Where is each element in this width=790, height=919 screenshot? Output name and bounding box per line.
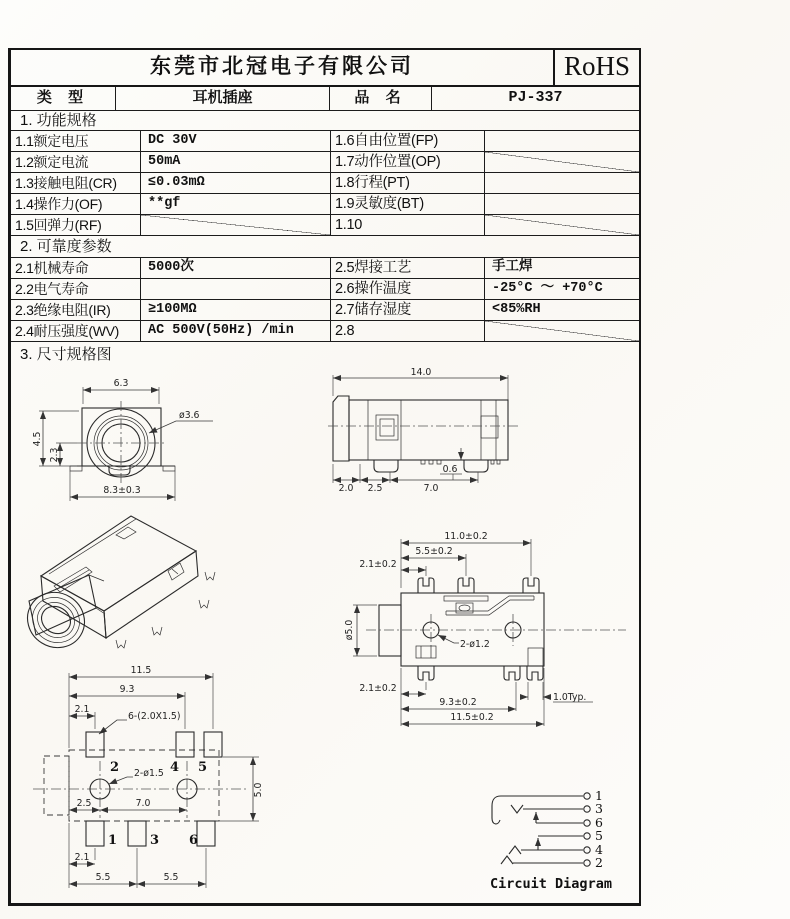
table-row <box>11 131 639 152</box>
spec-value: ≥100MΩ <box>141 300 331 320</box>
top-edge-dim: 2.1±0.2 <box>359 559 397 570</box>
spec-value <box>485 131 639 151</box>
spec-label: 2.4耐压强度(WV) <box>11 321 141 341</box>
top-edge2-dim: 2.1±0.2 <box>359 683 397 694</box>
table-row <box>11 215 639 236</box>
spec-label: 2.1机械寿命 <box>11 258 141 278</box>
pcb-hole-x-dim: 2.5 <box>76 798 92 809</box>
spec-label: 2.6操作温度 <box>331 279 485 299</box>
spec-value-na <box>141 215 331 235</box>
dimension-drawings <box>11 368 639 907</box>
table-row <box>11 279 639 300</box>
spec-value: **gf <box>141 194 331 214</box>
spec-label: 1.1额定电压 <box>11 131 141 151</box>
spec-label: 1.7动作位置(OP) <box>331 152 485 172</box>
pcb-hole-note: 2-ø1.5 <box>134 768 164 779</box>
section2-title: 2. 可靠度参数 <box>11 236 639 258</box>
circuit-title: Circuit Diagram <box>490 876 612 892</box>
type-label: 类 型 <box>36 89 90 106</box>
top-total2-dim: 11.5±0.2 <box>450 712 494 723</box>
pcb-total-dim: 11.5 <box>130 665 152 676</box>
isometric-view-drawing <box>16 508 236 673</box>
section1-title: 1. 功能规格 <box>11 111 639 131</box>
rohs-mark: RoHS <box>553 50 639 85</box>
spec-label: 1.8行程(PT) <box>331 173 485 193</box>
front-hole-dim: ø3.6 <box>179 410 200 421</box>
table-row <box>11 194 639 215</box>
circuit-pin: 2 <box>595 855 603 870</box>
pad-number: 5 <box>198 760 208 775</box>
top-span-dim: 9.3±0.2 <box>439 697 477 708</box>
spec-value: 手工焊 <box>492 260 533 275</box>
spec-value: 50mA <box>141 152 331 172</box>
pcb-pitch2-dim: 5.5 <box>163 872 179 883</box>
pad-number: 6 <box>189 833 199 848</box>
spec-value-na <box>485 215 639 235</box>
spec-label: 2.8 <box>331 321 485 341</box>
side-dim-c: 7.0 <box>423 483 439 493</box>
spec-value: -25°C ～ +70°C <box>492 281 603 296</box>
top-total-dim: 11.0±0.2 <box>444 531 488 542</box>
pcb-height-dim: 5.0 <box>253 782 264 798</box>
spec-value <box>485 173 639 193</box>
pcb-pad-note: 6-(2.0X1.5) <box>128 711 181 722</box>
spec-value: DC 30V <box>141 131 331 151</box>
circuit-pin: 4 <box>595 842 603 857</box>
pcb-span-dim: 9.3 <box>119 684 135 695</box>
circuit-pin: 5 <box>595 828 603 843</box>
spec-label: 2.3绝缘电阻(IR) <box>11 300 141 320</box>
spec-value <box>141 279 331 299</box>
spec-label: 1.4操作力(OF) <box>11 194 141 214</box>
section3-title: 3. 尺寸规格图 <box>20 346 112 363</box>
side-view-drawing <box>326 368 639 493</box>
table-row <box>11 321 639 342</box>
product-value: PJ-337 <box>431 87 639 110</box>
spec-label: 1.5回弹力(RF) <box>11 215 141 235</box>
spec-label: 1.10 <box>331 215 485 235</box>
side-dim-b: 2.5 <box>367 483 383 493</box>
product-label: 品 名 <box>329 87 431 110</box>
document-frame <box>8 48 641 906</box>
spec-value <box>485 194 639 214</box>
spec-label: 1.2额定电流 <box>11 152 141 172</box>
title-row <box>11 50 639 87</box>
circuit-pin: 6 <box>595 815 603 830</box>
front-width-bottom-dim: 8.3±0.3 <box>103 485 141 496</box>
table-row <box>11 300 639 321</box>
pcb-pitch1-dim: 5.5 <box>95 872 111 883</box>
side-standoff-dim: 0.6 <box>442 464 458 475</box>
spec-value: AC 500V(50Hz) /min <box>141 321 331 341</box>
spec-label: 2.5焊接工艺 <box>331 258 485 278</box>
type-value: 耳机插座 <box>115 87 329 110</box>
pad-number: 2 <box>110 760 120 775</box>
spec-value: <85%RH <box>492 302 541 317</box>
spec-value-na <box>485 152 639 172</box>
circuit-diagram <box>481 783 636 905</box>
table-row <box>11 152 639 173</box>
pcb-layout-drawing <box>31 663 276 898</box>
company-name: 东莞市北冠电子有限公司 <box>150 55 414 78</box>
top-view-drawing <box>341 528 631 733</box>
table-row <box>11 173 639 194</box>
pcb-edge-dim: 2.1 <box>74 704 90 715</box>
spec-label: 2.2电气寿命 <box>11 279 141 299</box>
circuit-pin: 3 <box>595 801 603 816</box>
spec-label: 1.6自由位置(FP) <box>331 131 485 151</box>
pad-number: 1 <box>108 833 118 848</box>
pcb-hole-pitch-dim: 7.0 <box>135 798 151 809</box>
side-length-dim: 14.0 <box>410 368 432 378</box>
side-dim-a: 2.0 <box>338 483 354 493</box>
table-row <box>11 258 639 279</box>
spec-value: ≤0.03mΩ <box>141 173 331 193</box>
front-view-drawing <box>31 371 231 521</box>
front-width-top-dim: 6.3 <box>113 378 129 389</box>
spec-value-na <box>485 321 639 341</box>
top-typ-dim: 1.0Typ. <box>553 692 587 703</box>
top-mid-dim: 5.5±0.2 <box>415 546 453 557</box>
pad-number: 3 <box>150 833 160 848</box>
front-height-dim: 4.5 <box>32 431 43 447</box>
top-holes-note: 2-ø1.2 <box>460 639 490 650</box>
top-dia-dim: ø5.0 <box>344 619 355 641</box>
spec-label: 2.7储存湿度 <box>331 300 485 320</box>
spec-label: 1.3接触电阻(CR) <box>11 173 141 193</box>
product-row <box>11 87 639 111</box>
spec-value: 5000次 <box>141 258 331 278</box>
pad-number: 4 <box>170 760 180 775</box>
front-center-dim: 2.3 <box>49 447 60 463</box>
pcb-edge2-dim: 2.1 <box>74 852 90 863</box>
spec-label: 1.9灵敏度(BT) <box>331 194 485 214</box>
circuit-pin: 1 <box>595 788 603 803</box>
